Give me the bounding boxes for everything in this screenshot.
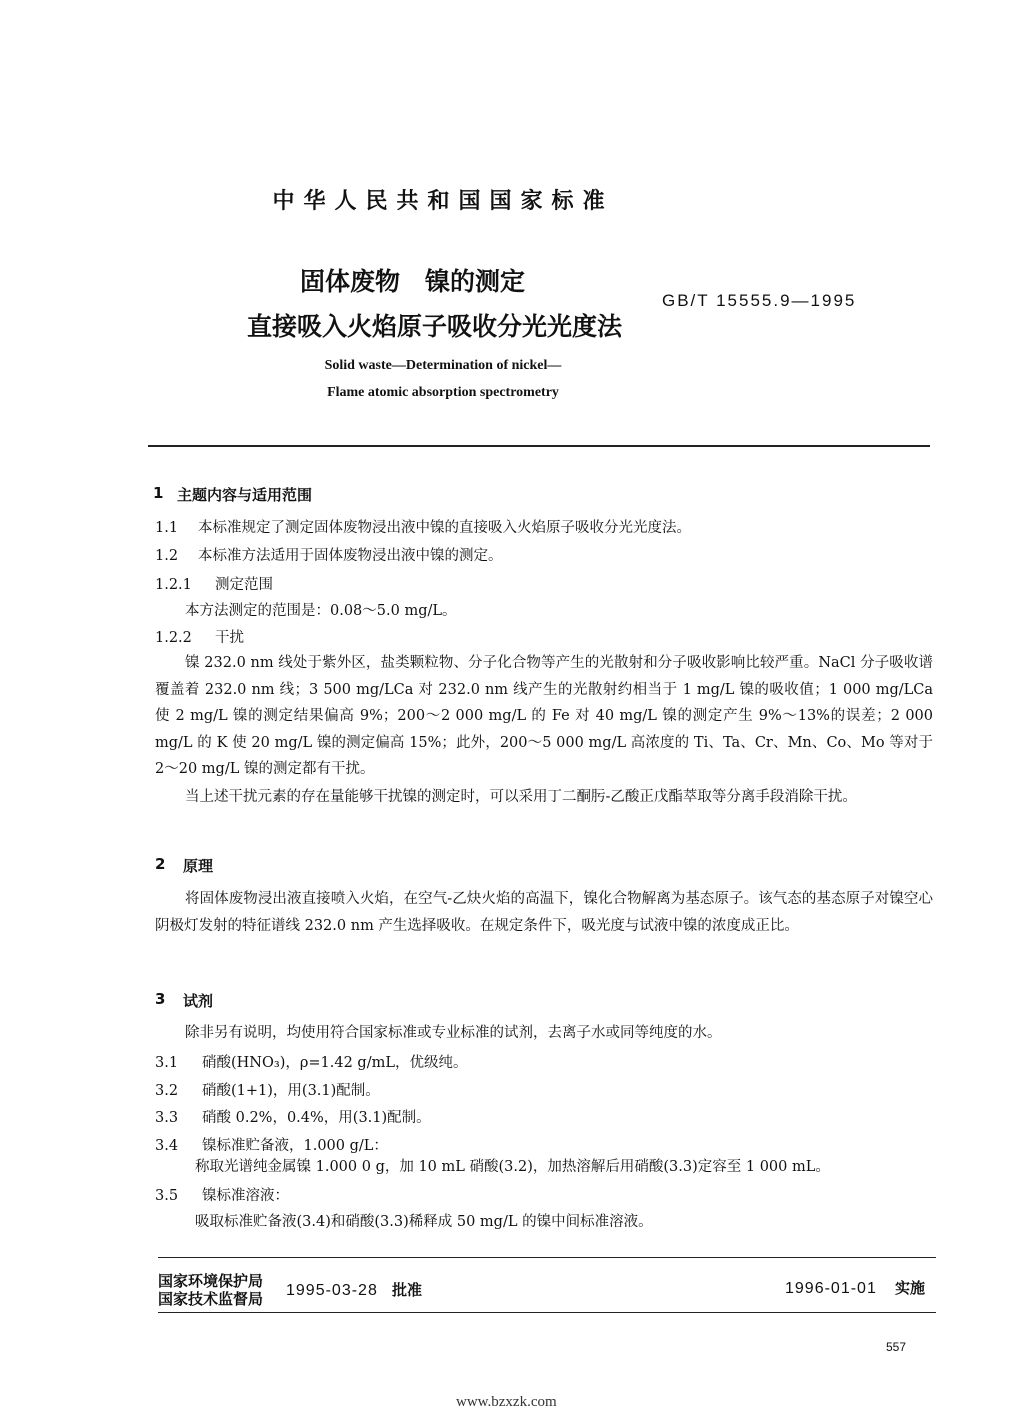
clause-1-2-1-number: 1.2.1 xyxy=(155,577,192,593)
approve-label: 批准 xyxy=(392,1281,423,1299)
watermark: www.bzxzk.com xyxy=(456,1394,557,1410)
clause-3-3-text: 硝酸 0.2%，0.4%，用(3.1)配制。 xyxy=(202,1110,431,1126)
footer-divider-top xyxy=(158,1257,936,1258)
clause-3-5-detail: 吸取标准贮备液(3.4)和硝酸(3.3)稀释成 50 mg/L 的镍中间标准溶液。 xyxy=(195,1214,653,1230)
implementation-label: 实施 xyxy=(895,1279,926,1297)
interference-paragraph: 镍 232.0 nm 线处于紫外区，盐类颗粒物、分子化合物等产生的光散射和分子吸收影响比较严重。NaCl 分子吸收谱覆盖着 232.0 nm 线；3 500 mg/LCa 对 232.0 nm 线产生的光散射约相当于 1 mg/L 镍的吸收值；1 000 mg/LCa 使 2 mg/L 镍的测定结果偏高 9%；200～2 000 mg/L 的 Fe 对 40 mg/L 镍的测定产生 9%～13%的误差；2 000 mg/L 的 K 使 20 mg/L 镍的测定偏高 15%；此外，200～5 000 mg/L 高浓度的 Ti、Ta、Cr、Mn、Co、Mo 等对于 2～20 mg/L 镍的测定都有干扰。 xyxy=(155,655,933,778)
implementation-date: 1996-01-01 xyxy=(785,1280,877,1297)
clause-3-2-text: 硝酸(1+1)，用(3.1)配制。 xyxy=(202,1083,380,1099)
footer-divider-bottom xyxy=(158,1312,936,1313)
reagent-intro: 除非另有说明，均使用符合国家标准或专业标准的试剂，去离子水或同等纯度的水。 xyxy=(185,1025,722,1041)
clause-1-2-1-title: 测定范围 xyxy=(215,577,273,593)
clause-3-1-number: 3.1 xyxy=(155,1055,179,1071)
page-number: 557 xyxy=(886,1340,907,1354)
english-title-line-2: Flame atomic absorption spectrometry xyxy=(327,385,559,400)
section-3-number: 3 xyxy=(155,990,166,1008)
section-3-heading: 试剂 xyxy=(183,992,214,1010)
clause-3-5-text: 镍标准溶液： xyxy=(202,1188,289,1204)
title-line-2: 直接吸入火焰原子吸收分光光度法 xyxy=(247,312,623,341)
clause-1-2-text: 本标准方法适用于固体废物浸出液中镍的测定。 xyxy=(198,548,503,564)
clause-3-4-detail: 称取光谱纯金属镍 1.000 0 g，加 10 mL 硝酸(3.2)，加热溶解后用硝酸(3.3)定容至 1 000 mL。 xyxy=(195,1159,830,1175)
title-divider xyxy=(148,445,930,447)
clause-1-2-number: 1.2 xyxy=(155,548,179,564)
clause-1-2-1-text: 本方法测定的范围是：0.08～5.0 mg/L。 xyxy=(185,603,457,619)
title-line-1: 固体废物 镍的测定 xyxy=(300,267,526,296)
clause-3-5-number: 3.5 xyxy=(155,1188,179,1204)
clause-1-1-text: 本标准规定了测定固体废物浸出液中镍的直接吸入火焰原子吸收分光光度法。 xyxy=(198,520,691,536)
section-1-heading: 主题内容与适用范围 xyxy=(177,486,313,504)
clause-1-1-number: 1.1 xyxy=(155,520,179,536)
clause-3-4-text: 镍标准贮备液，1.000 g/L： xyxy=(202,1138,388,1154)
clause-1-2-2-title: 干扰 xyxy=(215,630,244,646)
principle-paragraph: 将固体废物浸出液直接喷入火焰，在空气-乙炔火焰的高温下，镍化合物解离为基态原子。该气态的基态原子对镍空心阴极灯发射的特征谱线 232.0 nm 产生选择吸收。在规定条件下，吸光度与试液中镍的浓度成正比。 xyxy=(155,891,933,934)
issuer-2: 国家技术监督局 xyxy=(158,1290,264,1308)
standard-code: GB/T 15555.9—1995 xyxy=(662,291,857,310)
clause-3-3-number: 3.3 xyxy=(155,1110,179,1126)
section-2-number: 2 xyxy=(155,855,166,873)
english-title-line-1: Solid waste—Determination of nickel— xyxy=(324,358,562,373)
issuer-1: 国家环境保护局 xyxy=(158,1272,264,1290)
section-2-heading: 原理 xyxy=(183,857,214,875)
clause-3-2-number: 3.2 xyxy=(155,1083,179,1099)
section-1-number: 1 xyxy=(153,484,164,502)
clause-3-1-text: 硝酸(HNO₃)，ρ=1.42 g/mL，优级纯。 xyxy=(202,1055,468,1071)
interference-removal-paragraph: 当上述干扰元素的存在量能够干扰镍的测定时，可以采用丁二酮肟-乙酸正戊酯萃取等分离手段消除干扰。 xyxy=(185,789,857,805)
approve-date: 1995-03-28 xyxy=(286,1282,378,1299)
clause-1-2-2-number: 1.2.2 xyxy=(155,630,192,646)
clause-3-4-number: 3.4 xyxy=(155,1138,179,1154)
national-standard-header: 中华人民共和国国家标准 xyxy=(272,188,614,214)
